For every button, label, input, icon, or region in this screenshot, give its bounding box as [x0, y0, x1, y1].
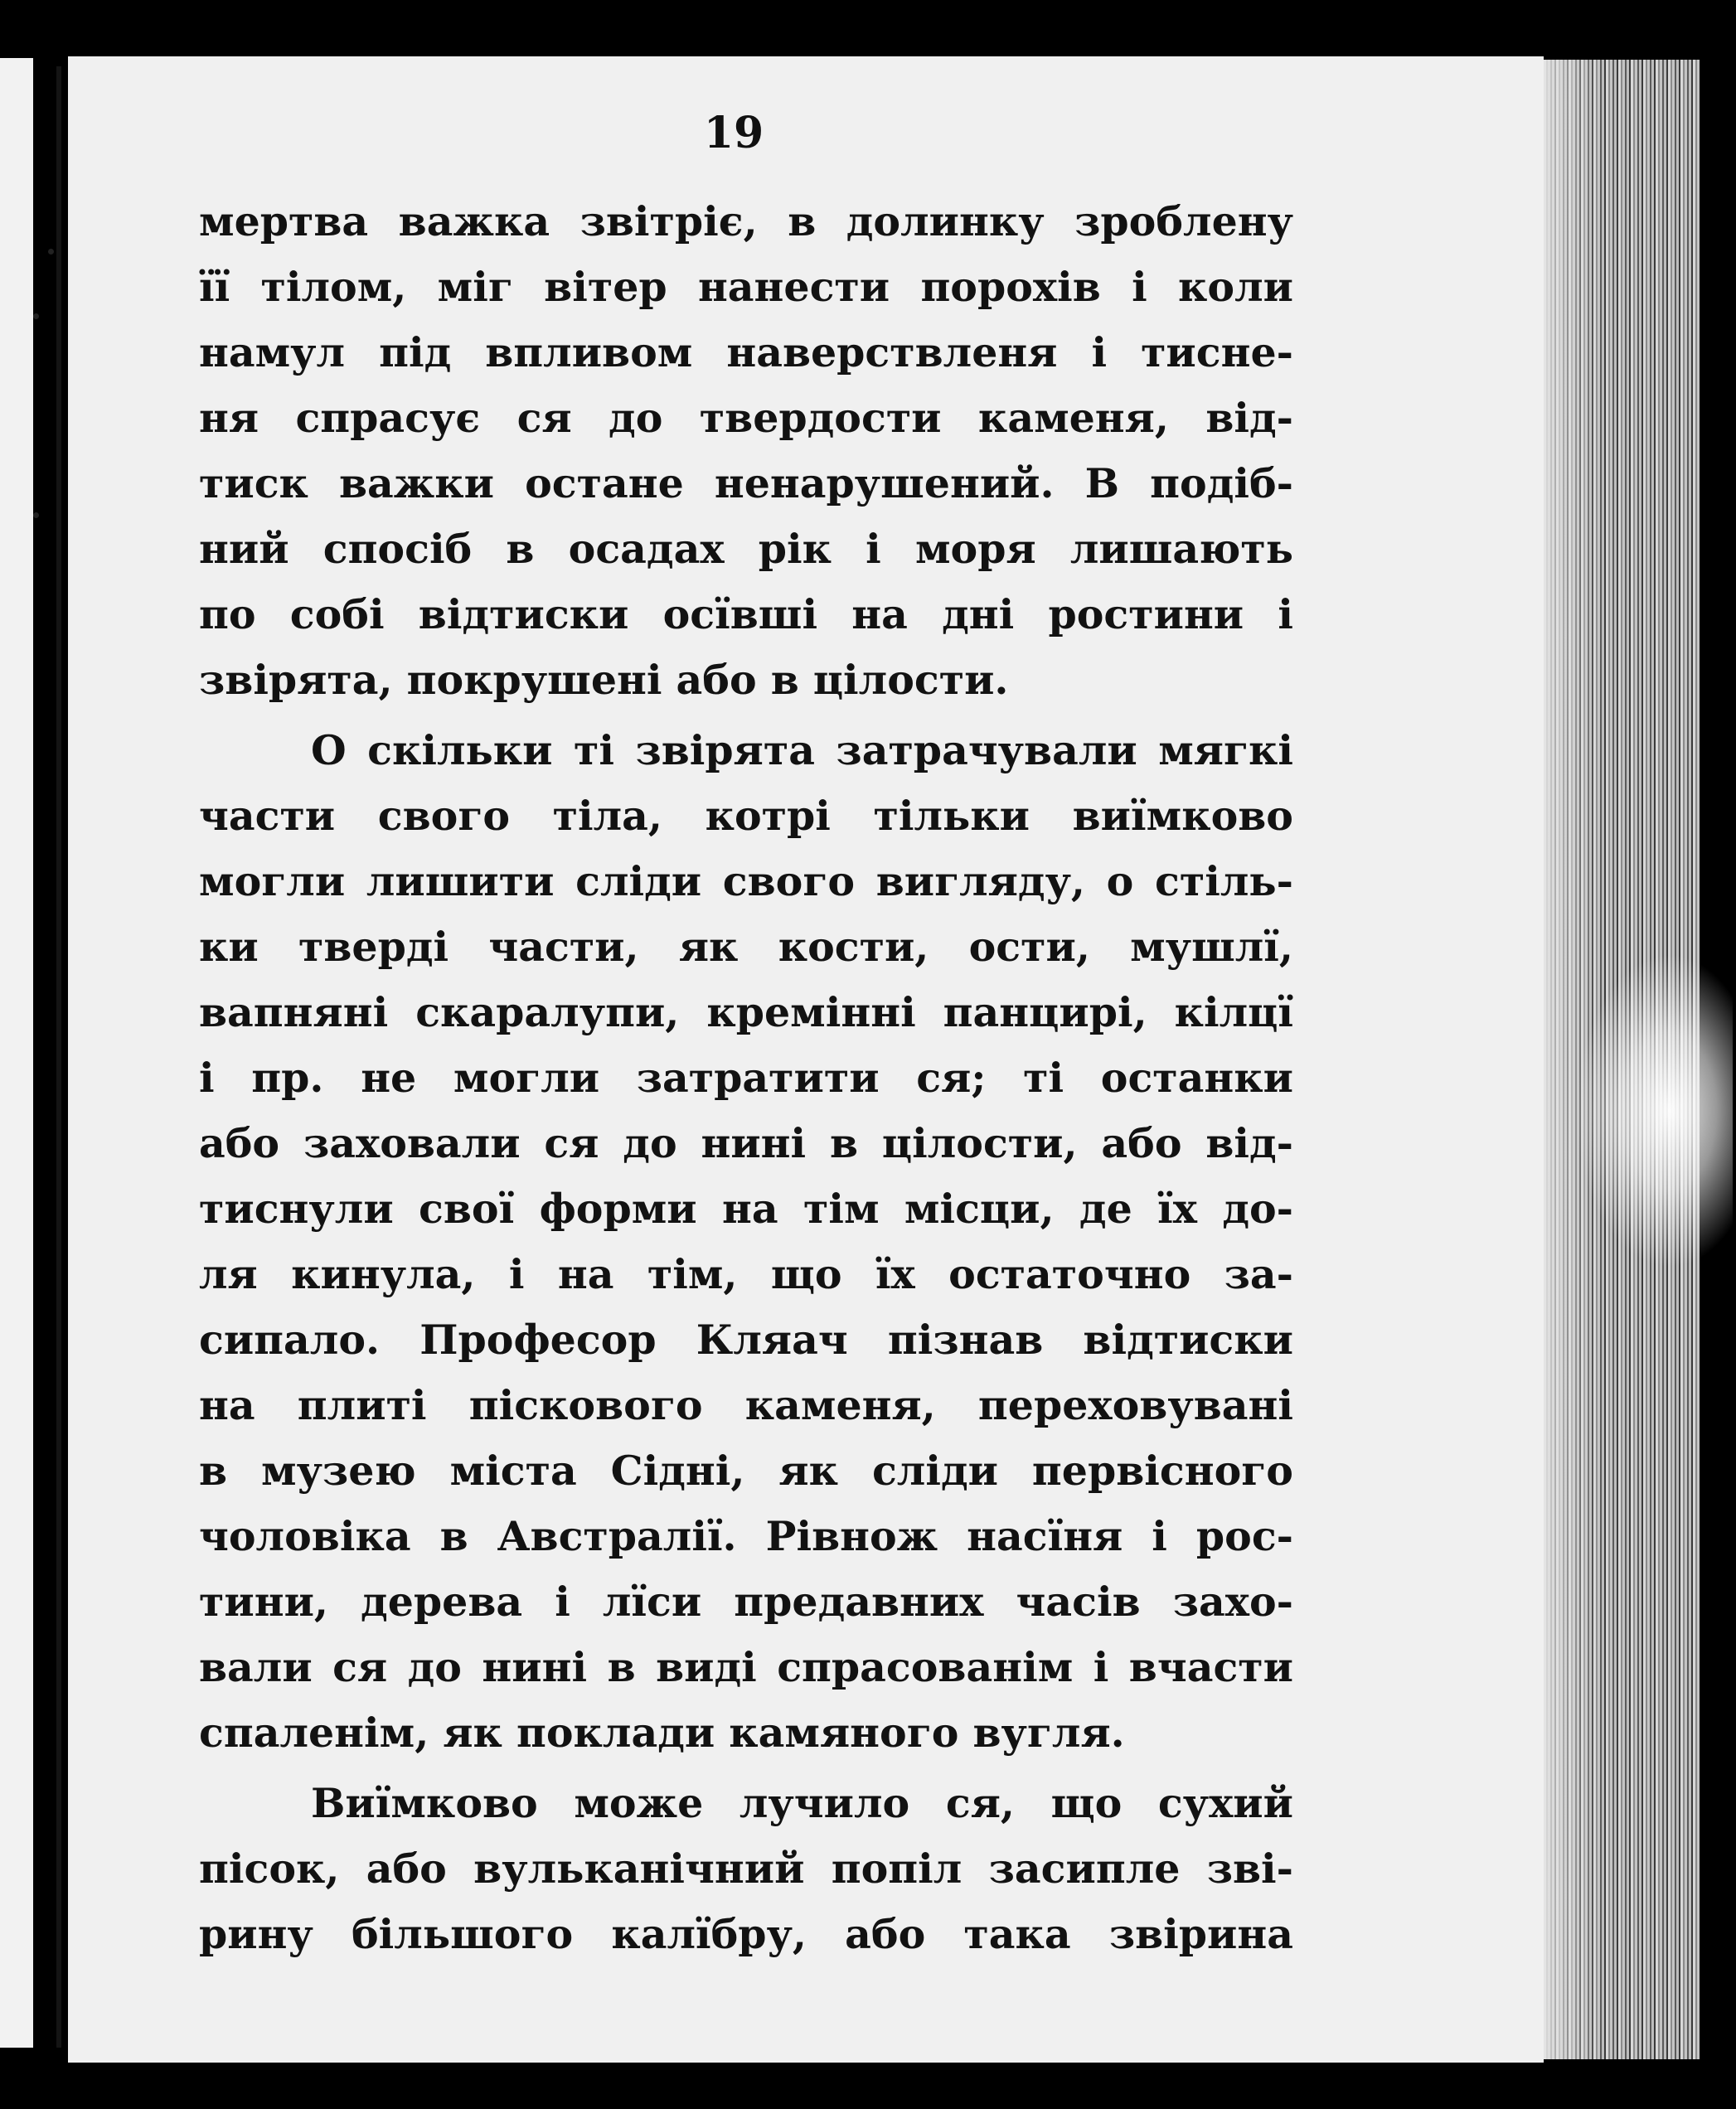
text-line: її тілом, міг вітер нанести порохів і коли — [199, 263, 1293, 311]
text-line: або заховали ся до нині в цілости, або від- — [199, 1119, 1293, 1167]
facing-page-edge — [0, 58, 33, 2048]
text-line: на плиті піскового каменя, переховувані — [199, 1381, 1293, 1429]
margin-dot — [33, 512, 39, 518]
text-line: в музею міста Сідні, як сліди первісного — [199, 1447, 1293, 1495]
text-line: мертва важка звітріє, в долинку зроблену — [199, 197, 1293, 245]
text-line: по собі відтиски осївші на дні ростини і — [199, 590, 1293, 638]
text-line: ля кинула, і на тім, що їх остаточно за- — [199, 1250, 1293, 1298]
text-line: чоловіка в Австралії. Рівнож насїня і рос- — [199, 1512, 1293, 1560]
page-body-text — [199, 189, 1293, 1967]
margin-dot — [48, 249, 54, 255]
text-line: ня спрасує ся до твердости каменя, від- — [199, 394, 1293, 442]
paragraph — [199, 189, 1293, 713]
text-line: пісок, або вульканічний попіл засипле зві- — [199, 1845, 1293, 1893]
text-line: вапняні скаралупи, кремінні панцирі, кілцї — [199, 988, 1293, 1036]
text-line: ний спосіб в осадах рік і моря лишають — [199, 525, 1293, 573]
light-glare — [1575, 953, 1733, 1268]
book-gutter-line — [56, 66, 61, 2048]
page-number: 19 — [703, 108, 764, 158]
paragraph — [199, 718, 1293, 1766]
paragraph — [199, 1771, 1293, 1967]
text-line: тиснули свої форми на тім місци, де їх до- — [199, 1185, 1293, 1233]
text-line: і пр. не могли затратити ся; ті останки — [199, 1054, 1293, 1102]
text-line: Виїмково може лучило ся, що сухий — [311, 1779, 1293, 1827]
text-line: части свого тіла, котрі тільки виїмково — [199, 792, 1293, 840]
text-line: О скільки ті звірята затрачували мягкі — [311, 726, 1293, 774]
text-line: спаленім, як поклади камяного вугля. — [199, 1709, 1125, 1757]
text-line: тини, дерева і лїси предавних часів захо- — [199, 1578, 1293, 1626]
text-line: сипало. Професор Кляач пізнав відтиски — [199, 1316, 1293, 1364]
text-line: тиск важки остане ненарушений. В подіб- — [199, 459, 1293, 507]
text-line: могли лишити сліди свого вигляду, о стіль- — [199, 857, 1293, 905]
text-line: ки тверді части, як кости, ости, мушлї, — [199, 923, 1293, 971]
margin-dot — [33, 313, 39, 319]
text-line: рину більшого калїбру, або така звірина — [199, 1910, 1293, 1958]
text-line: вали ся до нині в виді спрасованім і вчасти — [199, 1643, 1293, 1691]
text-line: намул під впливом наверствленя і тисне- — [199, 328, 1293, 376]
text-line: звірята, покрушені або в цілости. — [199, 656, 1009, 704]
